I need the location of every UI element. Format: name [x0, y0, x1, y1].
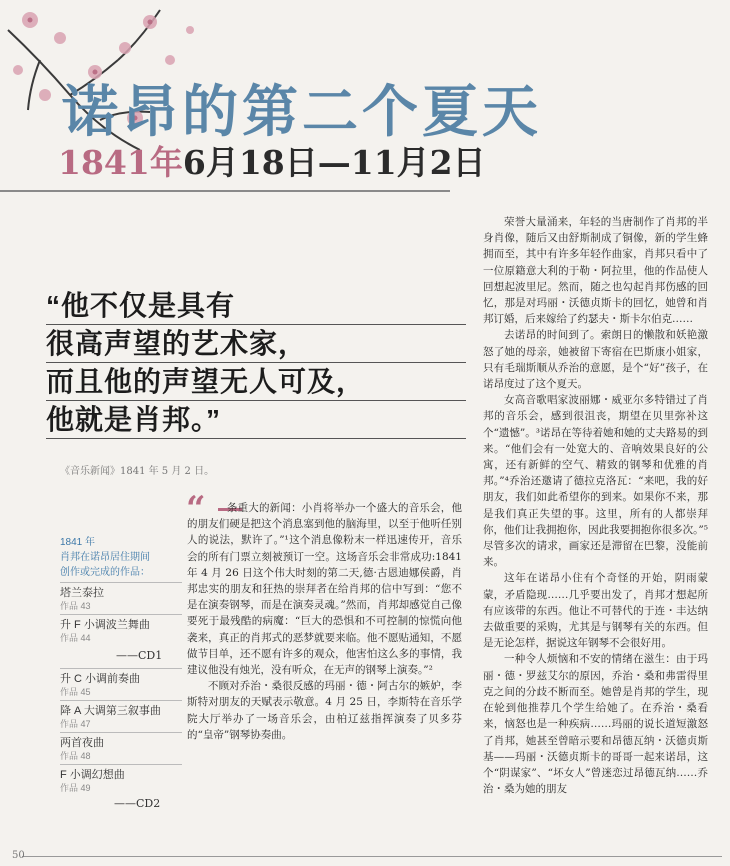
body-column-right [483, 214, 708, 797]
pull-quote-line: “他不仅是具有 [46, 292, 466, 325]
body-paragraph: 荣誉大量涌来，年轻的当唐制作了肖邦的半身肖像，随后又由舒斯制成了铜像，新的学生蜂拥而至，其中有许多年轻作曲家，肖邦只看中了一位原籍意大利的于勒・阿拉里，他的作品使人回想起波里尼。然而，随之也勾起肖邦伤感的回忆，那是对玛丽・沃德贞斯卡的回忆，她曾和肖邦订婚，后来嫁给了约瑟夫・斯卡尔伯克…… [483, 216, 708, 326]
list-divider [60, 732, 182, 733]
works-list-item [60, 618, 180, 644]
body-paragraph: 这年在诺昂小住有个奇怪的开始，阴雨蒙蒙，矛盾隐现……几乎要出发了，肖邦才想起所有应该带的东西。他让不可替代的于连・丰达纳去做重要的采购，尤其是与钢琴有关的东西。但是无论怎样，据说这年钢琴不会很好用。 [483, 572, 708, 650]
subtitle-year: 1841年 [58, 143, 183, 182]
title-divider [0, 190, 450, 192]
works-list-item [60, 704, 180, 730]
work-title: 两首夜曲 [60, 737, 104, 749]
cd1-label: ——CD1 [116, 649, 163, 662]
list-divider [60, 764, 182, 765]
work-title: 升 C 小调前奏曲 [60, 673, 141, 685]
list-divider [60, 582, 182, 583]
body-column-middle [187, 500, 462, 743]
list-divider [60, 668, 182, 669]
heading-line: 肖邦在诺昂居住期间 [60, 552, 150, 563]
heading-line: 创作或完成的作品： [60, 567, 150, 578]
pull-quote-line: 很高声望的艺术家， [46, 330, 466, 363]
works-list-item [60, 672, 180, 698]
opening-quote-mark: “ [186, 489, 206, 529]
work-opus: 作品 43 [60, 601, 91, 611]
body-paragraph: 不顾对乔治・桑很反感的玛丽・德・阿古尔的嫉妒，李斯特对朋友的天赋表示敬意。4 月 25 日，李斯特在音乐学院大厅举办了一场音乐会，由柏辽兹指挥演奏了贝多芬的“皇帝”钢琴协奏曲。 [187, 680, 462, 741]
work-opus: 作品 44 [60, 633, 91, 643]
page-number: 50 [12, 850, 25, 861]
quote-source: 《音乐新闻》1841 年 5 月 2 日。 [60, 466, 215, 477]
work-title: 塔兰泰拉 [60, 587, 104, 599]
work-title: F 小调幻想曲 [60, 769, 125, 781]
footer-divider [22, 856, 722, 857]
pull-quote-line: 而且他的声望无人可及， [46, 368, 466, 401]
work-opus: 作品 45 [60, 687, 91, 697]
pull-quote-line: 他就是肖邦。” [46, 406, 466, 439]
work-opus: 作品 49 [60, 783, 91, 793]
body-paragraph: 女高音歌唱家波丽娜・威亚尔多特错过了肖邦的音乐会，感到很沮丧，期望在贝里弥补这个“遗憾”。³诺昂在等待着她和她的丈夫路易的到来。“他们会有一处宽大的、音响效果良好的公寓，还有新鲜的空气、精致的钢琴和优雅的肖邦。”⁴乔治还邀请了德拉克洛瓦：“来吧，我的好朋友，我们如此希望你的到来。如果你不来，那是我们真正失望的事。这里，所有的人都崇拜你，他们让我拥抱你，因此我要拥抱你很多次。”⁵尽管多次的请求，画家还是滞留在巴黎，没能前来。 [483, 394, 708, 569]
work-title: 降 A 大调第三叙事曲 [60, 705, 161, 717]
work-opus: 作品 48 [60, 751, 91, 761]
body-paragraph: 一种令人烦恼和不安的情绪在滋生：由于玛丽・德・罗兹艾尔的原因，乔治・桑和弗雷得里克之间的分歧不断而至。她曾是肖邦的学生，现在轮到他推荐几个学生给她了。在乔治・桑看来，恼怒也是一种疾病……玛丽的说长道短激怒了肖邦，她甚至曾暗示要和昂德瓦纳・沃德贞斯基——玛丽・沃德贞斯卡的哥哥一起来诺昂，这个“阴谋家”、“坏女人”曾迷恋过昂德瓦纳……乔治・桑为她的朋友 [483, 653, 708, 796]
article-title: 诺昂的第二个夏天 [62, 80, 542, 143]
article-subtitle [58, 143, 486, 182]
list-divider [60, 614, 182, 615]
works-list-item [60, 736, 180, 762]
works-list-item [60, 586, 180, 612]
subtitle-dates: 6月18日—11月2日 [182, 143, 486, 182]
body-paragraph: 去诺昂的时间到了。索朗日的懒散和妖艳激怒了她的母亲，她被留下寄宿在巴斯康小姐家，只有毛瑞斯顺从乔治的意愿，是个“好”孩子，在诺昂度过了这个夏天。 [483, 329, 708, 391]
body-paragraph: 条重大的新闻：小肖将举办一个盛大的音乐会，他的朋友们硬是把这个消息塞到他的脑海里，以至于他听任别人的说法，默许了。”¹这个消息像粉末一样迅速传开，音乐会的所有门票立刻被预订一空。这场音乐会非常成功:1841 年 4 月 26 日这个伟大时刻的第二天,德·古恩迪娜侯爵，肖邦忠实的朋友和狂热的崇拜者在给肖邦的信中写到：“您不是在演奏钢琴，而是在演奏灵魂。”然而，肖邦却感觉自己像要死于最残酷的病魔：“巨大的恐惧和不可控制的惊慌向他袭来，真正的肖邦式的恶梦就要来临。他不愿贴通知，不愿做节目单，还不愿有许多的观众，他害怕这么多的事情，我建议他没有烛光，没有听众，在无声的钢琴上演奏。”² [187, 502, 462, 677]
work-title: 升 F 小调波兰舞曲 [60, 619, 150, 631]
work-opus: 作品 47 [60, 719, 91, 729]
list-divider [60, 700, 182, 701]
cd2-label: ——CD2 [114, 797, 161, 810]
works-list-item [60, 768, 180, 794]
works-list-heading [60, 535, 180, 580]
heading-line: 1841 年 [60, 537, 96, 548]
